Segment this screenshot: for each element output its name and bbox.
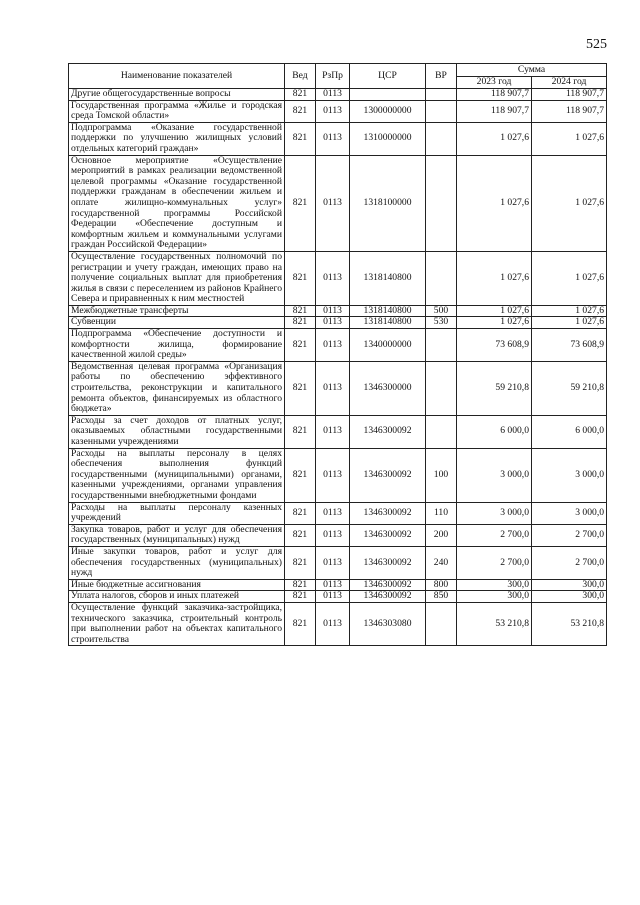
cell-ved: 821 [285, 329, 316, 362]
cell-csr: 1318140800 [350, 305, 426, 317]
cell-name: Ведомственная целевая программа «Организация работы по обеспечению эффективного строительства, реконструкции и капитального ремонта объектов, финансируемых из областного бюджета» [69, 361, 285, 415]
cell-ved: 821 [285, 317, 316, 329]
header-year-2023: 2023 год [457, 77, 532, 89]
cell-name: Расходы на выплаты персоналу в целях обеспечения выполнения функций государственными (муниципальными) органами, казенными учреждениями, органами управления государственными внебюджетными фондами [69, 448, 285, 502]
cell-ved: 821 [285, 251, 316, 305]
cell-sum-2024: 2 700,0 [532, 546, 607, 579]
cell-rzpr: 0113 [316, 329, 350, 362]
cell-sum-2023: 118 907,7 [457, 89, 532, 101]
table-row [69, 579, 607, 591]
header-name: Наименование показателей [69, 64, 285, 89]
cell-sum-2024: 6 000,0 [532, 415, 607, 448]
cell-ved: 821 [285, 415, 316, 448]
cell-rzpr: 0113 [316, 100, 350, 122]
cell-vr: 500 [426, 305, 457, 317]
cell-sum-2024: 1 027,6 [532, 317, 607, 329]
cell-name: Закупка товаров, работ и услуг для обеспечения государственных (муниципальных) нужд [69, 524, 285, 546]
cell-rzpr: 0113 [316, 305, 350, 317]
table-header [69, 64, 607, 89]
cell-vr: 850 [426, 591, 457, 603]
table-row [69, 317, 607, 329]
cell-vr: 200 [426, 524, 457, 546]
cell-rzpr: 0113 [316, 361, 350, 415]
cell-sum-2024: 118 907,7 [532, 89, 607, 101]
cell-sum-2024: 1 027,6 [532, 251, 607, 305]
cell-sum-2023: 3 000,0 [457, 502, 532, 524]
cell-sum-2023: 73 608,9 [457, 329, 532, 362]
cell-name: Межбюджетные трансферты [69, 305, 285, 317]
cell-vr: 100 [426, 448, 457, 502]
cell-sum-2024: 1 027,6 [532, 305, 607, 317]
table-row [69, 155, 607, 251]
cell-sum-2024: 1 027,6 [532, 155, 607, 251]
table-row [69, 89, 607, 101]
header-year-2024: 2024 год [532, 77, 607, 89]
cell-sum-2023: 2 700,0 [457, 546, 532, 579]
cell-sum-2023: 53 210,8 [457, 602, 532, 645]
cell-vr: 530 [426, 317, 457, 329]
cell-sum-2024: 53 210,8 [532, 602, 607, 645]
cell-rzpr: 0113 [316, 579, 350, 591]
cell-sum-2023: 6 000,0 [457, 415, 532, 448]
cell-sum-2023: 1 027,6 [457, 155, 532, 251]
cell-csr: 1346300092 [350, 579, 426, 591]
cell-name: Государственная программа «Жилье и городская среда Томской области» [69, 100, 285, 122]
cell-name: Подпрограмма «Обеспечение доступности и комфортности жилища, формирование качественной жилой среды» [69, 329, 285, 362]
cell-rzpr: 0113 [316, 251, 350, 305]
cell-sum-2024: 1 027,6 [532, 122, 607, 155]
cell-sum-2023: 1 027,6 [457, 122, 532, 155]
cell-csr: 1346300092 [350, 502, 426, 524]
table-row [69, 329, 607, 362]
cell-csr: 1346300092 [350, 524, 426, 546]
cell-ved: 821 [285, 591, 316, 603]
cell-name: Осуществление функций заказчика-застройщика, технического заказчика, строительный контроль при выполнении работ на объектах капитального строительства [69, 602, 285, 645]
cell-ved: 821 [285, 122, 316, 155]
cell-name: Осуществление государственных полномочий по регистрации и учету граждан, имеющих право на получение социальных выплат для приобретения жилья в связи с переселением из районов Крайнего Севера и приравненных к ним местностей [69, 251, 285, 305]
cell-ved: 821 [285, 305, 316, 317]
cell-name: Подпрограмма «Оказание государственной поддержки по улучшению жилищных условий отдельных категорий граждан» [69, 122, 285, 155]
cell-csr: 1310000000 [350, 122, 426, 155]
table-row [69, 524, 607, 546]
cell-vr: 800 [426, 579, 457, 591]
cell-sum-2024: 300,0 [532, 591, 607, 603]
cell-rzpr: 0113 [316, 122, 350, 155]
table-row [69, 305, 607, 317]
cell-ved: 821 [285, 602, 316, 645]
table-row [69, 546, 607, 579]
cell-csr: 1340000000 [350, 329, 426, 362]
cell-vr: 240 [426, 546, 457, 579]
cell-csr: 1346300000 [350, 361, 426, 415]
table-row [69, 100, 607, 122]
cell-rzpr: 0113 [316, 317, 350, 329]
cell-rzpr: 0113 [316, 448, 350, 502]
cell-ved: 821 [285, 89, 316, 101]
cell-sum-2023: 300,0 [457, 579, 532, 591]
cell-csr: 1346303080 [350, 602, 426, 645]
cell-sum-2023: 1 027,6 [457, 251, 532, 305]
cell-rzpr: 0113 [316, 524, 350, 546]
cell-ved: 821 [285, 579, 316, 591]
cell-ved: 821 [285, 546, 316, 579]
cell-rzpr: 0113 [316, 602, 350, 645]
header-vr: ВР [426, 64, 457, 89]
cell-vr [426, 251, 457, 305]
cell-name: Уплата налогов, сборов и иных платежей [69, 591, 285, 603]
cell-rzpr: 0113 [316, 155, 350, 251]
cell-csr: 1346300092 [350, 546, 426, 579]
table-row [69, 361, 607, 415]
cell-vr [426, 155, 457, 251]
cell-rzpr: 0113 [316, 89, 350, 101]
cell-rzpr: 0113 [316, 502, 350, 524]
cell-name: Субвенции [69, 317, 285, 329]
cell-sum-2023: 59 210,8 [457, 361, 532, 415]
cell-name: Другие общегосударственные вопросы [69, 89, 285, 101]
table-row [69, 448, 607, 502]
cell-sum-2024: 3 000,0 [532, 502, 607, 524]
cell-ved: 821 [285, 100, 316, 122]
cell-sum-2024: 2 700,0 [532, 524, 607, 546]
cell-ved: 821 [285, 524, 316, 546]
cell-vr [426, 100, 457, 122]
header-csr: ЦСР [350, 64, 426, 89]
header-ved: Вед [285, 64, 316, 89]
cell-vr [426, 415, 457, 448]
cell-name: Расходы на выплаты персоналу казенных учреждений [69, 502, 285, 524]
cell-name: Расходы за счет доходов от платных услуг, оказываемых областными государственными казенными учреждениями [69, 415, 285, 448]
table-row [69, 251, 607, 305]
table-row [69, 591, 607, 603]
cell-sum-2024: 59 210,8 [532, 361, 607, 415]
cell-vr: 110 [426, 502, 457, 524]
cell-csr [350, 89, 426, 101]
cell-rzpr: 0113 [316, 591, 350, 603]
cell-name: Иные бюджетные ассигнования [69, 579, 285, 591]
header-sum: Сумма [457, 64, 607, 77]
cell-csr: 1318140800 [350, 317, 426, 329]
cell-csr: 1318140800 [350, 251, 426, 305]
cell-ved: 821 [285, 448, 316, 502]
cell-ved: 821 [285, 502, 316, 524]
cell-csr: 1300000000 [350, 100, 426, 122]
cell-csr: 1346300092 [350, 448, 426, 502]
cell-rzpr: 0113 [316, 415, 350, 448]
cell-csr: 1346300092 [350, 415, 426, 448]
cell-sum-2023: 3 000,0 [457, 448, 532, 502]
header-rzpr: РзПр [316, 64, 350, 89]
page-number: 525 [586, 37, 607, 52]
table-row [69, 502, 607, 524]
cell-csr: 1346300092 [350, 591, 426, 603]
table-row [69, 602, 607, 645]
cell-name: Иные закупки товаров, работ и услуг для обеспечения государственных (муниципальных) нужд [69, 546, 285, 579]
cell-vr [426, 602, 457, 645]
cell-name: Основное мероприятие «Осуществление мероприятий в рамках реализации ведомственной целевой программы «Оказание государственной поддержки гражданам в обеспечении жильем и оплате жилищно-коммунальных услуг» государственной программы Российской Федерации «Обеспечение доступным и комфортным жильем и коммунальными услугами граждан Российской Федерации» [69, 155, 285, 251]
cell-vr [426, 329, 457, 362]
cell-sum-2023: 1 027,6 [457, 317, 532, 329]
table-body [69, 89, 607, 646]
cell-csr: 1318100000 [350, 155, 426, 251]
cell-sum-2023: 1 027,6 [457, 305, 532, 317]
cell-vr [426, 361, 457, 415]
budget-table [68, 63, 607, 646]
cell-sum-2024: 300,0 [532, 579, 607, 591]
table-row [69, 415, 607, 448]
cell-rzpr: 0113 [316, 546, 350, 579]
cell-sum-2023: 300,0 [457, 591, 532, 603]
cell-sum-2023: 118 907,7 [457, 100, 532, 122]
cell-vr [426, 89, 457, 101]
cell-sum-2024: 3 000,0 [532, 448, 607, 502]
table-row [69, 122, 607, 155]
cell-ved: 821 [285, 361, 316, 415]
cell-sum-2023: 2 700,0 [457, 524, 532, 546]
cell-sum-2024: 73 608,9 [532, 329, 607, 362]
cell-sum-2024: 118 907,7 [532, 100, 607, 122]
cell-vr [426, 122, 457, 155]
cell-ved: 821 [285, 155, 316, 251]
